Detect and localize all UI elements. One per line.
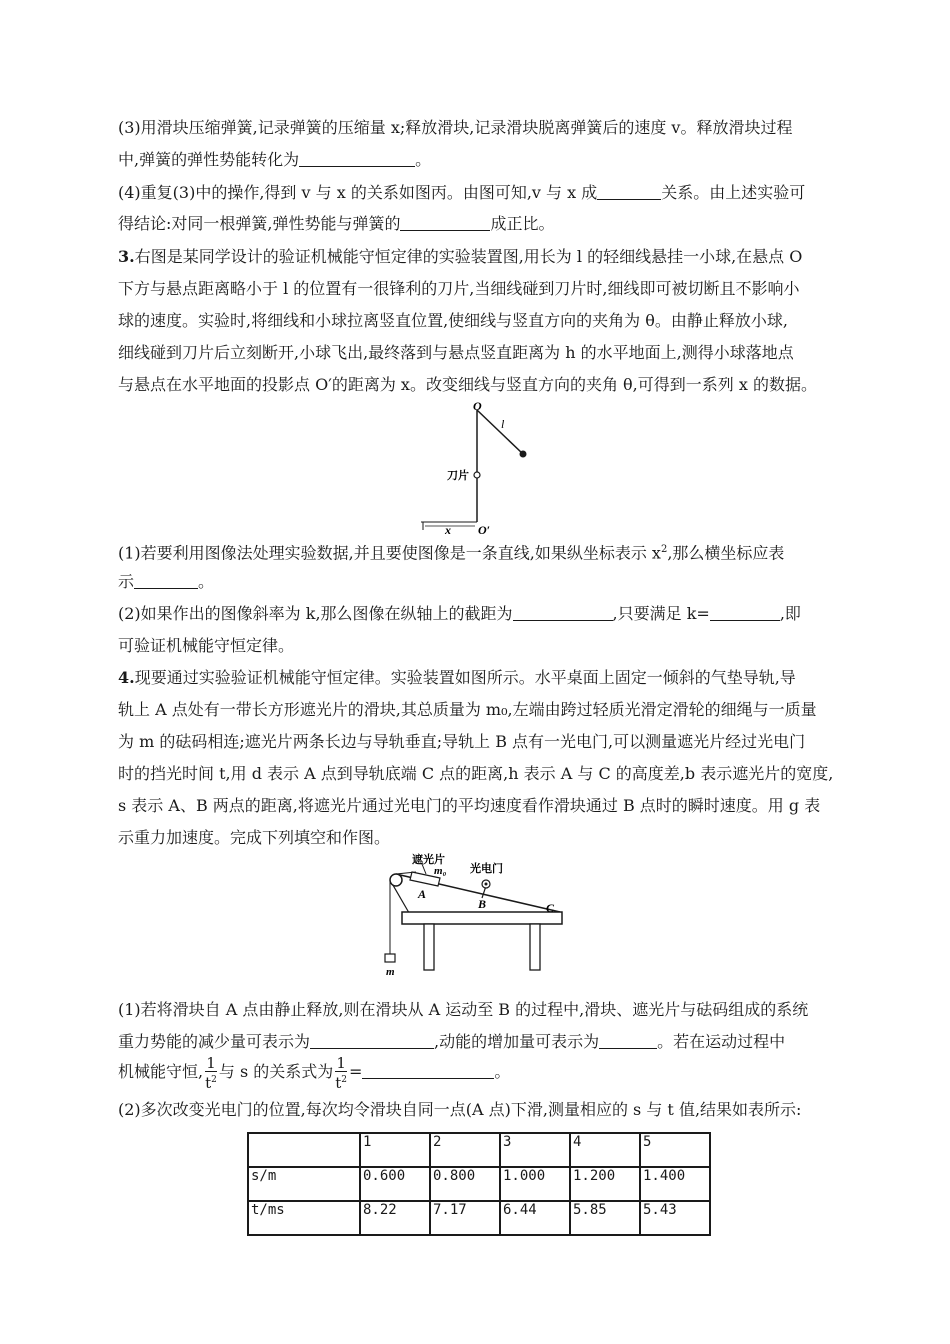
label-m: m — [386, 966, 395, 978]
q4-sub1-text-end: 。若在运动过程中 — [657, 1032, 786, 1051]
table-cell: 6.44 — [500, 1201, 570, 1235]
q2-part4-text: (4)重复(3)中的操作,得到 v 与 x 的关系如图丙。由图可知,v 与 x 成 — [118, 183, 598, 202]
frac-den-exp: 2 — [341, 1074, 348, 1085]
label-A: A — [418, 887, 427, 901]
q2-part3-end: 。 — [415, 150, 432, 169]
label-blade: 刀片 — [447, 469, 469, 482]
q2-part3-line1: (3)用滑块压缩弹簧,记录弹簧的压缩量 x;释放滑块,记录滑块脱离弹簧后的速度 v。释放滑块过程 — [118, 118, 793, 137]
table-cell: 5 — [640, 1133, 710, 1167]
hanging-mass — [385, 954, 395, 962]
table-top — [402, 912, 562, 924]
question-number: 4. — [118, 668, 135, 687]
answer-blank[interactable] — [400, 214, 490, 231]
q4-sub1-text: 重力势能的减少量可表示为 — [118, 1032, 311, 1051]
table-cell: 3 — [500, 1133, 570, 1167]
q3-sub1-line2 — [118, 572, 214, 592]
q3-sub1-cont: 示 — [118, 572, 135, 591]
fraction-1-over-t2 — [335, 1055, 347, 1091]
table-row — [248, 1201, 710, 1235]
answer-blank[interactable] — [513, 604, 613, 621]
q3-sub1-end: 。 — [198, 572, 215, 591]
label-O: O — [473, 399, 482, 413]
q3-line1 — [118, 247, 802, 267]
frac-denominator — [335, 1072, 347, 1091]
pulley — [390, 874, 402, 886]
q4-sub1-relation-text: 与 s 的关系式为 — [218, 1062, 334, 1081]
ball — [520, 451, 527, 458]
q4-line5: s 表示 A、B 两点的距离,将遮光片通过光电门的平均速度看作滑块通过 B 点时的瞬时速度。用 g 表 — [118, 796, 821, 815]
data-table — [247, 1132, 711, 1236]
q3-sub1-text-end: ,那么横坐标应表 — [667, 543, 785, 563]
table-cell: 5.85 — [570, 1201, 640, 1235]
table-header-row — [248, 1133, 710, 1167]
label-x: x — [445, 523, 451, 534]
q3-sub1-line1 — [118, 540, 784, 563]
q4-line2: 轨上 A 点处有一带长方形遮光片的滑块,其总质量为 m₀,左端由跨过轻质光滑定滑轮的细绳与一质量 — [118, 700, 817, 719]
q2-part4-line2 — [118, 214, 555, 234]
q4-line4: 时的挡光时间 t,用 d 表示 A 点到导轨底端 C 点的距离,h 表示 A 与 C 的高度差,b 表示遮光片的宽度, — [118, 764, 834, 783]
q3-line3: 球的速度。实验时,将细线和小球拉离竖直位置,使细线与竖直方向的夹角为 θ。由静止释放小球, — [118, 311, 788, 330]
label-B: B — [478, 897, 487, 911]
table-cell: 2 — [430, 1133, 500, 1167]
q4-sub1-line2 — [118, 1032, 785, 1052]
table-cell: 1.400 — [640, 1167, 710, 1201]
q4-sub1-cont: 机械能守恒, — [118, 1062, 204, 1081]
frac-numerator: 1 — [206, 1053, 216, 1072]
answer-blank[interactable] — [710, 604, 780, 621]
table-cell: 7.17 — [430, 1201, 500, 1235]
frac-numerator: 1 — [336, 1053, 346, 1072]
label-gate: 光电门 — [470, 862, 503, 875]
photogate-center — [485, 883, 488, 886]
answer-blank[interactable] — [299, 150, 415, 167]
table-cell: 1 — [360, 1133, 430, 1167]
frac-denominator — [205, 1072, 217, 1091]
table-cell: 8.22 — [360, 1201, 430, 1235]
q3-sub2-line1 — [118, 604, 801, 624]
q3-sub2-text-end: ,即 — [779, 604, 801, 623]
q2-part4-conclusion: 得结论:对同一根弹簧,弹性势能与弹簧的 — [118, 214, 401, 233]
pendulum-blade-diagram — [415, 398, 535, 534]
equals-sign: = — [349, 1062, 363, 1081]
frac-den-base: t — [205, 1073, 212, 1092]
table-cell: 0.800 — [430, 1167, 500, 1201]
table-cell — [248, 1133, 360, 1167]
table-cell: 1.000 — [500, 1167, 570, 1201]
table-cell: 4 — [570, 1133, 640, 1167]
q4-sub1-line1: (1)若将滑块自 A 点由静止释放,则在滑块从 A 运动至 B 的过程中,滑块、遮光片与砝码组成的系统 — [118, 1000, 809, 1019]
frac-den-base: t — [335, 1073, 342, 1092]
blade-point — [474, 472, 480, 478]
q3-sub2-text: (2)如果作出的图像斜率为 k,那么图像在纵轴上的截距为 — [118, 604, 513, 623]
frac-den-exp: 2 — [211, 1074, 217, 1085]
q3-sub1-text: (1)若要利用图像法处理实验数据,并且要使图像是一条直线,如果纵坐标表示 x — [118, 543, 661, 563]
table-cell: 5.43 — [640, 1201, 710, 1235]
q4-sub2-line1: (2)多次改变光电门的位置,每次均令滑块自同一点(A 点)下滑,测量相应的 s 与 t 值,结果如表所示: — [118, 1100, 802, 1119]
q3-line5: 与悬点在水平地面的投影点 O′的距离为 x。改变细线与竖直方向的夹角 θ,可得到一系列 x 的数据。 — [118, 375, 817, 394]
q4-sub1-line3 — [118, 1054, 510, 1091]
table-cell: s/m — [248, 1167, 360, 1201]
q2-part3-line2 — [118, 150, 431, 170]
label-m0: m₀ — [434, 865, 447, 877]
q2-part4-text-end: 关系。由上述实验可 — [661, 183, 806, 202]
table-leg-left — [424, 924, 434, 970]
q3-line4: 细线碰到刀片后立刻断开,小球飞出,最终落到与悬点竖直距离为 h 的水平地面上,测得小球落地点 — [118, 343, 794, 362]
q4-text: 现要通过实验验证机械能守恒定律。实验装置如图所示。水平桌面上固定一倾斜的气垫导轨,导 — [134, 668, 796, 687]
answer-blank[interactable] — [310, 1032, 434, 1049]
table-cell: t/ms — [248, 1201, 360, 1235]
thread-line — [477, 410, 523, 454]
q3-line2: 下方与悬点距离略小于 l 的位置有一很锋利的刀片,当细线碰到刀片时,细线即可被切断且不影响小 — [118, 279, 800, 298]
answer-blank[interactable] — [134, 572, 198, 589]
q4-line1 — [118, 668, 796, 688]
question-number: 3. — [118, 247, 135, 266]
table-cell: 0.600 — [360, 1167, 430, 1201]
label-O-prime: O′ — [478, 523, 491, 534]
table-cell: 1.200 — [570, 1167, 640, 1201]
q2-part3-text: 中,弹簧的弹性势能转化为 — [118, 150, 300, 169]
table-row — [248, 1167, 710, 1201]
q3-sub2-text-mid: ,只要满足 k= — [612, 604, 710, 623]
q4-line6: 示重力加速度。完成下列填空和作图。 — [118, 828, 391, 847]
superscript: 2 — [660, 544, 668, 555]
answer-blank[interactable] — [599, 1032, 657, 1049]
label-shade: 遮光片 — [412, 853, 445, 866]
fraction-1-over-t2 — [205, 1055, 217, 1091]
q4-line3: 为 m 的砝码相连;遮光片两条长边与导轨垂直;导轨上 B 点有一光电门,可以测量遮光片经过光电门 — [118, 732, 806, 751]
label-C: C — [546, 901, 555, 915]
q2-part4-line1 — [118, 183, 805, 203]
answer-blank[interactable] — [597, 183, 661, 200]
q2-part4-conclusion-end: 成正比。 — [490, 214, 555, 233]
label-l: l — [501, 417, 505, 431]
air-track-diagram — [382, 850, 567, 980]
q3-sub2-line2: 可验证机械能守恒定律。 — [118, 636, 295, 655]
q3-text: 右图是某同学设计的验证机械能守恒定律的实验装置图,用长为 l 的轻细线悬挂一小球,在悬点 O — [134, 247, 803, 266]
table-leg-right — [530, 924, 540, 970]
q4-sub1-end: 。 — [494, 1062, 511, 1081]
q4-sub1-text-mid: ,动能的增加量可表示为 — [434, 1032, 600, 1051]
answer-blank[interactable] — [362, 1062, 494, 1079]
